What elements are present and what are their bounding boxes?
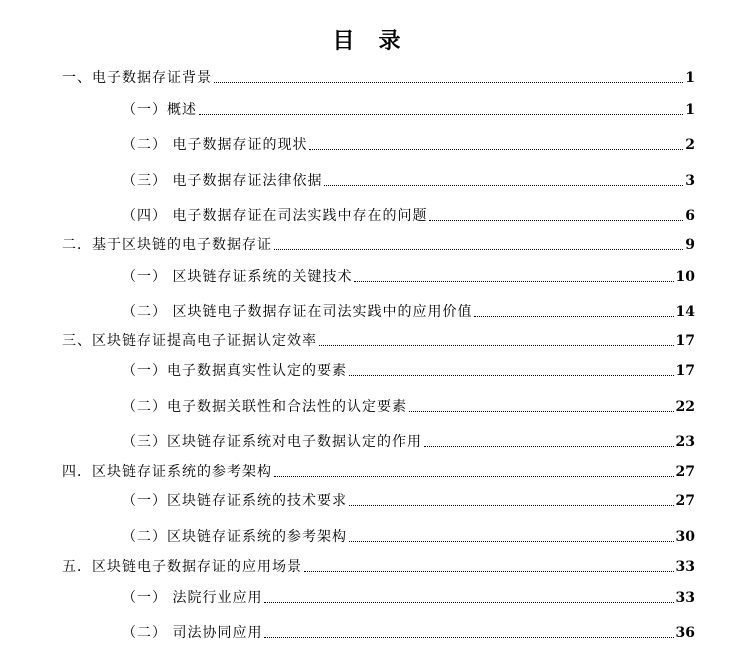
dot-leader xyxy=(354,281,673,282)
toc-entry-4-1[interactable] xyxy=(122,488,695,510)
toc-entry-text: 二．基于区块链的电子数据存证 xyxy=(62,237,272,253)
toc-entry-page: 27 xyxy=(675,464,695,480)
toc-entry-page: 30 xyxy=(675,529,695,545)
toc-entry-3-2[interactable] xyxy=(122,394,695,416)
toc-entry-text: （一）概述 xyxy=(122,102,197,118)
toc-entry-page: 17 xyxy=(675,363,695,379)
toc-entry-1-4[interactable] xyxy=(122,203,695,225)
toc-entry-text: 四．区块链存证系统的参考架构 xyxy=(62,464,272,480)
toc-entry-page: 33 xyxy=(675,559,695,575)
dot-leader xyxy=(409,411,674,412)
dot-leader xyxy=(349,505,674,506)
toc-entry-2-1[interactable] xyxy=(122,264,695,286)
toc-entry-page: 10 xyxy=(675,269,695,285)
toc-entry-2-2[interactable] xyxy=(122,299,695,321)
toc-entry-text: （一）区块链存证系统的技术要求 xyxy=(122,493,347,509)
dot-leader xyxy=(429,220,683,221)
toc-title-part1: 目 xyxy=(332,29,357,54)
toc-entry-3-3[interactable] xyxy=(122,429,695,451)
toc-entry-1-1[interactable] xyxy=(122,97,695,119)
dot-leader xyxy=(199,114,683,115)
toc-entry-text: 一、电子数据存证背景 xyxy=(62,70,212,86)
toc-entry-page: 17 xyxy=(675,333,695,349)
dot-leader xyxy=(309,149,683,150)
toc-entry-2[interactable] xyxy=(62,232,695,254)
toc-entry-4-2[interactable] xyxy=(122,524,695,546)
dot-leader xyxy=(424,446,674,447)
toc-entry-3[interactable] xyxy=(62,328,695,350)
toc-entry-text: （二） 区块链电子数据存证在司法实践中的应用价值 xyxy=(122,304,473,320)
dot-leader xyxy=(274,476,674,477)
toc-entry-page: 1 xyxy=(685,102,695,118)
dot-leader xyxy=(349,375,674,376)
toc-entry-page: 33 xyxy=(675,590,695,606)
toc-entry-4[interactable] xyxy=(62,459,695,481)
toc-entry-page: 1 xyxy=(685,70,695,86)
dot-leader xyxy=(214,82,683,83)
toc-entry-text: （二） 司法协同应用 xyxy=(122,625,263,641)
toc-entry-page: 36 xyxy=(675,625,695,641)
toc-entry-text: 五．区块链电子数据存证的应用场景 xyxy=(62,559,302,575)
toc-entry-text: （一） 法院行业应用 xyxy=(122,590,263,606)
toc-title-part2: 录 xyxy=(378,29,403,54)
toc-entry-5[interactable] xyxy=(62,554,695,576)
toc-entry-text: （二）电子数据关联性和合法性的认定要素 xyxy=(122,399,407,415)
toc-entry-text: （一）电子数据真实性认定的要素 xyxy=(122,363,347,379)
toc-entry-5-1[interactable] xyxy=(122,585,695,607)
toc-entry-5-2[interactable] xyxy=(122,620,695,642)
toc-entry-1-2[interactable] xyxy=(122,132,695,154)
dot-leader xyxy=(264,602,673,603)
toc-entry-1-3[interactable] xyxy=(122,168,695,190)
toc-entry-page: 9 xyxy=(685,237,695,253)
toc-entry-page: 3 xyxy=(685,173,695,189)
toc-entry-page: 14 xyxy=(675,304,695,320)
toc-entry-1[interactable] xyxy=(62,65,695,87)
toc-entry-page: 22 xyxy=(675,399,695,415)
dot-leader xyxy=(264,637,673,638)
toc-entry-page: 2 xyxy=(685,137,695,153)
toc-entry-text: （三） 电子数据存证法律依据 xyxy=(122,173,323,189)
dot-leader xyxy=(324,185,683,186)
toc-entry-text: 三、区块链存证提高电子证据认定效率 xyxy=(62,333,317,349)
dot-leader xyxy=(304,571,674,572)
toc-entry-text: （四） 电子数据存证在司法实践中存在的问题 xyxy=(122,208,428,224)
dot-leader xyxy=(474,316,673,317)
toc-entry-page: 6 xyxy=(685,208,695,224)
toc-entry-text: （三）区块链存证系统对电子数据认定的作用 xyxy=(122,434,422,450)
dot-leader xyxy=(274,249,683,250)
toc-entry-3-1[interactable] xyxy=(122,358,695,380)
toc-entry-text: （二）区块链存证系统的参考架构 xyxy=(122,529,347,545)
toc-entry-page: 23 xyxy=(675,434,695,450)
toc-title xyxy=(0,28,735,56)
toc-entry-page: 27 xyxy=(675,493,695,509)
dot-leader xyxy=(319,345,674,346)
toc-entry-text: （一） 区块链存证系统的关键技术 xyxy=(122,269,353,285)
toc-entry-text: （二） 电子数据存证的现状 xyxy=(122,137,308,153)
dot-leader xyxy=(349,541,674,542)
